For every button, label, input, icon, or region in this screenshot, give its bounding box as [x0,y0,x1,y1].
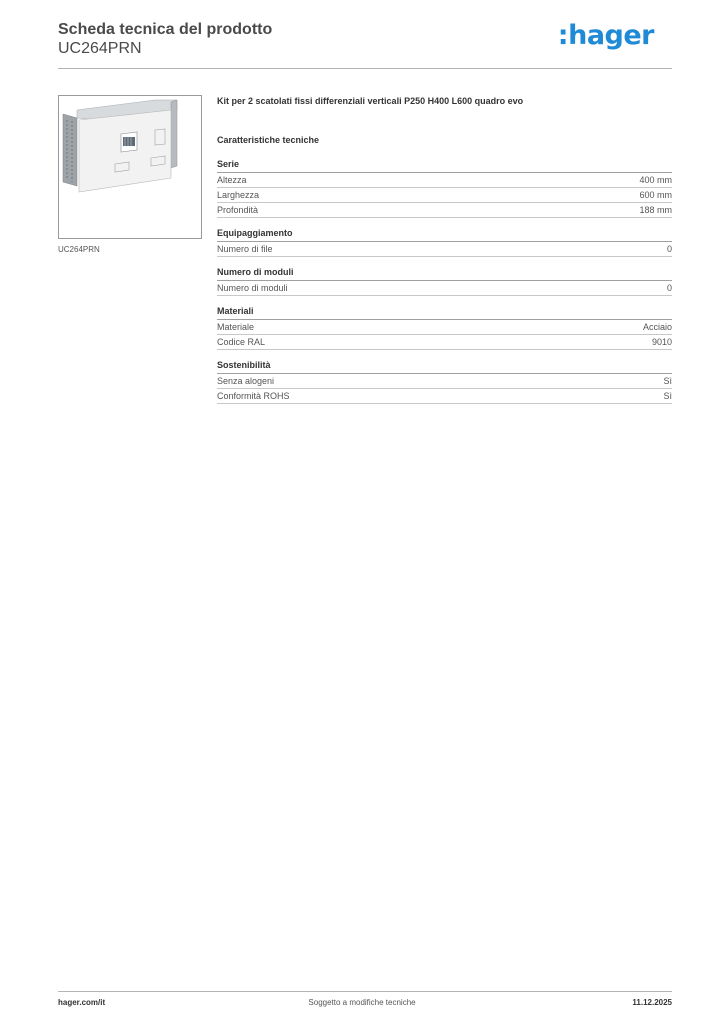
spec-row [217,335,672,350]
page-header [58,20,672,68]
spec-group [217,227,672,257]
header-divider [58,68,672,69]
spec-value: Sì [663,391,672,401]
spec-value: 400 mm [639,175,672,185]
product-image [58,95,202,239]
spec-group-title: Numero di moduli [217,266,672,281]
spec-group-title: Sostenibilità [217,359,672,374]
spec-label: Materiale [217,322,255,332]
product-details [217,95,672,413]
spec-label: Numero di moduli [217,283,288,293]
spec-label: Altezza [217,175,247,185]
spec-label: Numero di file [217,244,273,254]
product-description: Kit per 2 scatolati fissi differenziali verticali P250 H400 L600 quadro evo [217,96,524,106]
spec-group-title: Materiali [217,305,672,320]
page-title: Scheda tecnica del prodotto [58,21,273,38]
spec-row [217,389,672,404]
spec-value: 0 [666,283,672,293]
spec-value: 188 mm [639,205,672,215]
spec-value: 600 mm [639,190,672,200]
spec-label: Conformità ROHS [217,391,290,401]
spec-label: Codice RAL [217,337,266,347]
spec-group-title: Equipaggiamento [217,227,672,242]
spec-label: Larghezza [217,190,260,200]
spec-row [217,281,672,296]
specs-heading: Caratteristiche tecniche [217,135,320,145]
spec-label: Senza alogeni [217,376,275,386]
image-caption: UC264PRN [58,245,100,254]
footer-divider [58,991,672,992]
footer-date: 11.12.2025 [632,998,672,1007]
footer-notice: Soggetto a modifiche tecniche [308,998,416,1007]
spec-row [217,242,672,257]
spec-group [217,266,672,296]
spec-value: Sì [663,376,672,386]
product-photo-panel [59,96,201,238]
spec-row [217,188,672,203]
spec-value: Acciaio [642,322,672,332]
footer-website[interactable]: hager.com/it [58,998,106,1007]
spec-group [217,359,672,404]
logo-text: hager [568,20,654,51]
spec-groups [217,158,672,404]
spec-value: 9010 [651,337,672,347]
spec-row [217,320,672,335]
spec-group-title: Serie [217,158,672,173]
spec-group [217,305,672,350]
spec-row [217,374,672,389]
hager-logo: :hager [557,20,654,51]
spec-row [217,203,672,218]
spec-value: 0 [666,244,672,254]
spec-group [217,158,672,218]
spec-row [217,173,672,188]
product-code: UC264PRN [58,40,142,57]
spec-label: Profondità [217,205,259,215]
